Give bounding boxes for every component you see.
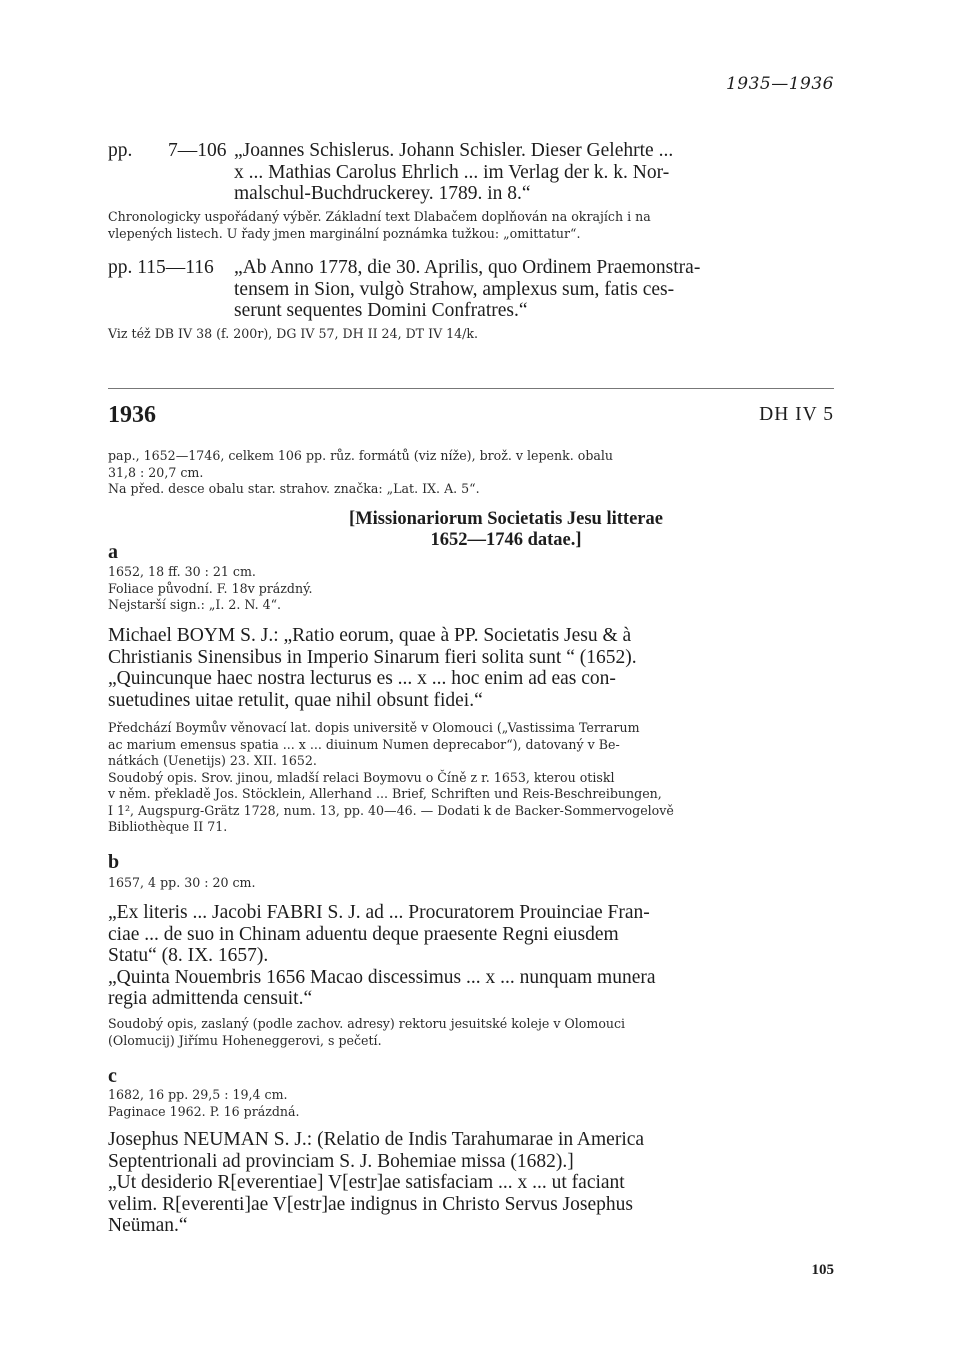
section-desc-line-3: Na před. desce obalu star. strahov. značka: „Lat. IX. A. 5“. <box>108 481 480 496</box>
entry-1-note <box>108 209 834 242</box>
entry-2-note: Viz též DB IV 38 (f. 200r), DG IV 57, DH II 24, DT IV 14/k. <box>108 326 479 341</box>
part-b-text-line-5: regia admittenda censuit.“ <box>108 988 313 1009</box>
section-title-line-1: [Missionariorum Societatis Jesu litterae <box>349 509 663 529</box>
section-description <box>108 448 834 498</box>
part-a-note-line-1: Předchází Boymův věnovací lat. dopis universitě v Olomouci („Vastissima Terrarum <box>108 720 640 735</box>
part-c-meta-line-1: 1682, 16 pp. 29,5 : 19,4 cm. <box>108 1087 288 1102</box>
section-divider <box>108 388 834 389</box>
part-c-meta-line-2: Paginace 1962. P. 16 prázdná. <box>108 1103 300 1119</box>
part-c-text <box>108 1129 834 1237</box>
part-b-note-line-2: (Olomucij) Jiřímu Hoheneggerovi, s pečetí. <box>108 1032 382 1048</box>
part-a-meta <box>108 564 834 614</box>
part-a-note-line-7: Bibliothèque II 71. <box>108 819 228 834</box>
part-c-text-line-1: Josephus NEUMAN S. J.: (Relatio de Indis Tarahumarae in America <box>108 1129 645 1150</box>
part-a-text <box>108 625 834 711</box>
part-a-text-line-2: Christianis Sinensibus in Imperio Sinarum fieri solita sunt “ (1652). <box>108 646 637 668</box>
entry-1-line-1: „Joannes Schislerus. Johann Schisler. Dieser Gelehrte ... <box>234 140 674 161</box>
section-signature: DH IV 5 <box>759 404 834 425</box>
entry-2-pp-range: pp. 115—116 <box>108 257 214 278</box>
entry-2 <box>108 257 834 322</box>
part-c-text-line-5: Neüman.“ <box>108 1215 188 1236</box>
part-b-text-line-1: „Ex literis ... Jacobi FABRI S. J. ad ... Procuratorem Prouinciae Fran- <box>108 902 650 923</box>
page-number: 105 <box>811 1262 834 1278</box>
part-a-note-line-2: ac marium emensus spatia ... x ... diuinum Numen deprecabor“), datovaný v Be- <box>108 736 620 752</box>
part-b-note-line-1: Soudobý opis, zaslaný (podle zachov. adresy) rektoru jesuitské koleje v Olomouci <box>108 1016 626 1031</box>
part-a-meta-line-2: Foliace původní. F. 18v prázdný. <box>108 580 313 596</box>
part-c-text-line-4: velim. R[everenti]ae V[estr]ae indignus in Christo Servus Josephus <box>108 1193 633 1215</box>
part-a-note-line-3: nátkách (Uenetijs) 23. XII. 1652. <box>108 753 317 768</box>
part-c-letter: c <box>108 1065 117 1087</box>
part-c-text-line-2: Septentrionali ad provinciam S. J. Bohemiae missa (1682).] <box>108 1150 574 1172</box>
part-a-text-line-4: suetudines uitae retulit, quae nihil obsunt fidei.“ <box>108 689 483 711</box>
entry-2-line-2: tensem in Sion, vulgò Strahow, amplexus sum, fatis ces- <box>234 278 675 300</box>
section-desc-line-2: 31,8 : 20,7 cm. <box>108 464 204 480</box>
part-a-letter: a <box>108 541 118 563</box>
part-c-text-line-3: „Ut desiderio R[everentiae] V[estr]ae satisfaciam ... x ... ut faciant <box>108 1172 625 1193</box>
part-a-text-line-1: Michael BOYM S. J.: „Ratio eorum, quae à PP. Societatis Jesu & à <box>108 625 632 646</box>
part-c-meta <box>108 1087 834 1120</box>
part-b-letter: b <box>108 851 120 873</box>
part-a-meta-line-1: 1652, 18 ff. 30 : 21 cm. <box>108 564 256 579</box>
part-b-note <box>108 1016 834 1049</box>
section-title-line-2: 1652—1746 datae.] <box>430 530 582 550</box>
entry-2-line-3: serunt sequentes Domini Confratres.“ <box>234 300 528 321</box>
section-desc-line-1: pap., 1652—1746, celkem 106 pp. růz. formátů (viz níže), brož. v lepenk. obalu <box>108 448 614 463</box>
part-a-note <box>108 720 834 836</box>
entry-1-line-2: x ... Mathias Carolus Ehrlich ... im Verlag der k. k. Nor- <box>234 161 670 183</box>
part-b-text-line-2: ciae ... de suo in Chinam aduentu deque praesente Regni eiusdem <box>108 923 619 945</box>
part-a-note-line-6: I 1², Augspurg-Grätz 1728, num. 13, pp. 40—46. — Dodati k de Backer-Sommervogelově <box>108 802 674 818</box>
part-a-text-line-3: „Quincunque haec nostra lecturus es ... x ... hoc enim ad eas con- <box>108 668 616 689</box>
entry-2-line-1: „Ab Anno 1778, die 30. Aprilis, quo Ordinem Praemonstra- <box>234 257 701 278</box>
entry-1-note-line-2: vlepených listech. U řady jmen marginální poznámka tužkou: „omittatur“. <box>108 225 581 241</box>
part-b-text-line-4: „Quinta Nouembris 1656 Macao discessimus ... x ... nunquam munera <box>108 966 656 988</box>
part-b-text-line-3: Statu“ (8. IX. 1657). <box>108 945 269 966</box>
entry-1-range: 7—106 <box>168 140 227 161</box>
part-a-note-line-5: v něm. překladě Jos. Stöcklein, Allerhand ... Brief, Schriften und Reis-Beschreibungen, <box>108 786 662 801</box>
entry-1-line-3: malschul-Buchdruckerey. 1789. in 8.“ <box>234 183 531 204</box>
part-b-meta: 1657, 4 pp. 30 : 20 cm. <box>108 875 256 890</box>
section-title <box>108 509 834 551</box>
part-a-note-line-4: Soudobý opis. Srov. jinou, mladší relaci Boymovu o Číně z r. 1653, kterou otiskl <box>108 769 615 785</box>
section-year: 1936 <box>108 402 156 428</box>
part-a-meta-line-3: Nejstarší sign.: „I. 2. N. 4“. <box>108 597 282 612</box>
running-head: 1935—1936 <box>725 74 834 94</box>
entry-1-note-line-1: Chronologicky uspořádaný výběr. Základní text Dlabačem doplňován na okrajích i na <box>108 209 651 224</box>
entry-1 <box>108 140 834 205</box>
part-b-text <box>108 902 834 1010</box>
entry-1-pp: pp. <box>108 140 133 161</box>
